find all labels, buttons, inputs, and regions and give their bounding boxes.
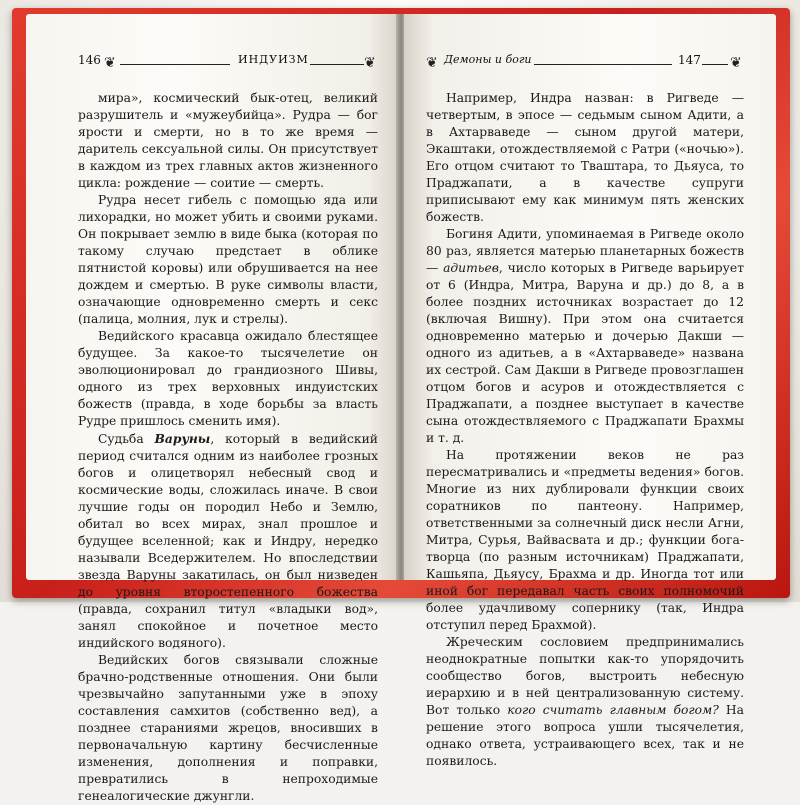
left-running-head: ИНДУИЗМ <box>238 53 309 66</box>
paragraph <box>78 192 378 328</box>
emphasis-text: Варуны <box>154 431 211 446</box>
header-rule <box>534 64 672 65</box>
text-run: Ведийского красавца ожидало блестящее будущее. За какое-то тысячелетие он эволюционировал до грандиозного Шивы, одного из трех верховных индуистских божеств (правда, в ходе борьбы за власть Рудре пришлось сменить имя). <box>78 329 378 428</box>
ornament-icon: ❦ <box>426 55 438 71</box>
paragraph <box>78 328 378 430</box>
ornament-icon: ❦ <box>364 55 376 71</box>
paragraph <box>78 90 378 192</box>
right-page-header <box>426 50 744 78</box>
right-page-number: 147 <box>678 53 701 67</box>
header-rule <box>702 64 728 65</box>
emphasis-text: кого считать главным богом? <box>507 703 719 717</box>
paragraph <box>426 90 744 226</box>
text-run: Богиня Адити, упоминаемая в Ригведе около 80 раз, является матерью планетарных божеств — <box>426 227 744 275</box>
left-page-body <box>78 90 378 805</box>
paragraph <box>426 226 744 447</box>
ornament-icon: ❦ <box>730 55 742 71</box>
text-run: Рудра несет гибель с помощью яда или лихорадки, но может убить и своими руками. Он покрывает землю в виде быка (которая по такому случаю предстает в облике пятнистой коровы) или обрушивается на нее дождем и смертью. В руке символы власти, означающие одновременно смерть и секс (палица, молния, лук и стрелы). <box>78 193 378 326</box>
text-run: , который в ведийский период считался одним из наиболее грозных богов и олицетворял небесный свод и космические воды, сложилась иначе. В свои лучшие годы он породил Небо и Землю, обитал во всех мирах, знал прошлое и будущее вселенной; как и Индру, нередко называли Вседержителем. Но впоследствии звезда Варуны закатилась, он был низведен до уровня второстепенного божества (правда, сохранил титул «владыки вод», занял спокойное и почетное место индийского водяного). <box>78 432 378 650</box>
left-page-header <box>78 50 378 78</box>
right-running-head: Демоны и боги <box>444 53 532 66</box>
text-run: мира», космический бык-отец, великий разрушитель и «мужеубийца». Рудра — бог ярости и смерти, но в то же время — даритель сексуальной силы. Он присутствует в каждом из трех главных актов жизненного цикла: рождение — соитие — смерть. <box>78 91 378 190</box>
paragraph <box>426 634 744 770</box>
paragraph <box>78 652 378 805</box>
text-run: , число которых в Ригведе варьирует от 6 (Индра, Митра, Варуна и др.) до 8, а в более поздних источниках возрастает до 12 (включая Вишну). При этом она считается одновременно матерью и дочерью Дакши — одного из адитьев, а в «Ахтарваведе» названа их сестрой. Сам Дакши в Ригведе провозглашен отцом богов и асуров и отождествляется с Праджапати, а позднее выступает в качестве сына отождествляемого с Праджапати Брахмы и т. д. <box>426 261 744 445</box>
text-run: На протяжении веков не раз пересматривались и «предметы ведения» богов. Многие из них дублировали функции своих соратников по пантеону. Например, ответственными за солнечный диск несли Агни, Митра, Сурья, Вайвасвата и др.; функции бога-творца (по разным источникам) Праджапати, Кашьяпа, Дьяусу, Брахма и др. Иногда тот или иной бог передавал часть своих полномочий более удачливому сопернику (так, Индра отступил перед Брахмой). <box>426 448 744 632</box>
emphasis-text: адитьев <box>443 261 499 275</box>
right-page-body <box>426 90 744 770</box>
left-page-number: 146 <box>78 53 101 67</box>
text-run: Жреческим сословием предпринимались неоднократные попытки как-то упорядочить сообщество богов, выстроить небесную иерархию и в ней централизованную систему. Вот только <box>426 635 744 717</box>
text-run: Например, Индра назван: в Ригведе — четвертым, в эпосе — седьмым сыном Адити, а в Ахтарваведе — сыном другой матери, Экаштаки, отождествляемой с Ратри («ночью»). Его отцом считают то Тваштара, то Дьяуса, то Праджапати, а в качестве супруги приписывают ему как минимум пять женских божеств. <box>426 91 744 224</box>
header-rule <box>120 64 230 65</box>
text-run: Судьба <box>98 432 155 446</box>
header-rule <box>310 64 364 65</box>
ornament-icon: ❦ <box>104 55 116 71</box>
text-run: На решение этого вопроса ушли тысячелетия, однако ответа, устраивающего всех, так и не появилось. <box>426 703 744 768</box>
text-run: Ведийских богов связывали сложные брачно-родственные отношения. Они были чрезвычайно запутанными уже в эпоху составления самхитов (собственно вед), а позднее стараниями жрецов, вносивших в первоначальную картину бесчисленные изменения, дополнения и поправки, превратились в непроходимые генеалогические джунгли. <box>78 653 378 803</box>
right-page <box>404 14 776 768</box>
paragraph <box>78 430 378 652</box>
paragraph <box>426 447 744 634</box>
left-page <box>26 14 398 803</box>
